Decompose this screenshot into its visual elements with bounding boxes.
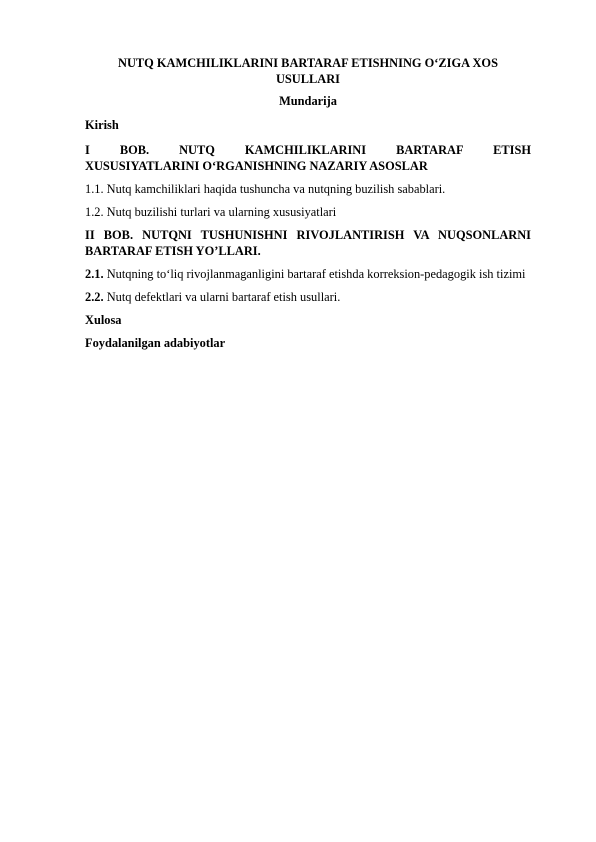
- chapter-1-line-1: I BOB. NUTQ KAMCHILIKLARINI BARTARAF ETISH: [85, 143, 531, 157]
- toc-entry-intro: Kirish: [85, 118, 119, 132]
- toc-entry-2-2-number: 2.2.: [85, 290, 104, 304]
- toc-entry-1-1: 1.1. Nutq kamchiliklari haqida tushuncha va nutqning buzilish sabablari.: [85, 182, 446, 196]
- document-title: NUTQ KAMCHILIKLARINI BARTARAF ETISHNING O‘ZIGA XOS USULLARI: [118, 56, 498, 86]
- document-page: [85, 55, 531, 351]
- chapter-1-line-2: XUSUSIYATLARINI O‘RGANISHNING NAZARIY ASOSLAR: [85, 159, 428, 173]
- toc-entry-2-1-number: 2.1.: [85, 267, 104, 281]
- toc-entry-2-1: [85, 266, 531, 282]
- toc-entry-2-2: [85, 289, 531, 305]
- toc-entry-chapter-1: [85, 142, 531, 174]
- toc-heading: Mundarija: [279, 94, 337, 108]
- toc-entry-conclusion: Xulosa: [85, 313, 122, 327]
- toc-entry-chapter-2: II BOB. NUTQNI TUSHUNISHNI RIVOJLANTIRISH VA NUQSONLARNI BARTARAF ETISH YO’LLARI.: [85, 228, 531, 258]
- toc-entry-1-2: 1.2. Nutq buzilishi turlari va ularning xususiyatlari: [85, 205, 337, 219]
- toc-entry-references: Foydalanilgan adabiyotlar: [85, 336, 226, 350]
- toc-entry-2-1-text: Nutqning to‘liq rivojlanmaganligini bartaraf etishda korreksion-pedagogik ish tizimi: [103, 267, 526, 281]
- toc-entry-2-2-text: Nutq defektlari va ularni bartaraf etish usullari.: [103, 290, 341, 304]
